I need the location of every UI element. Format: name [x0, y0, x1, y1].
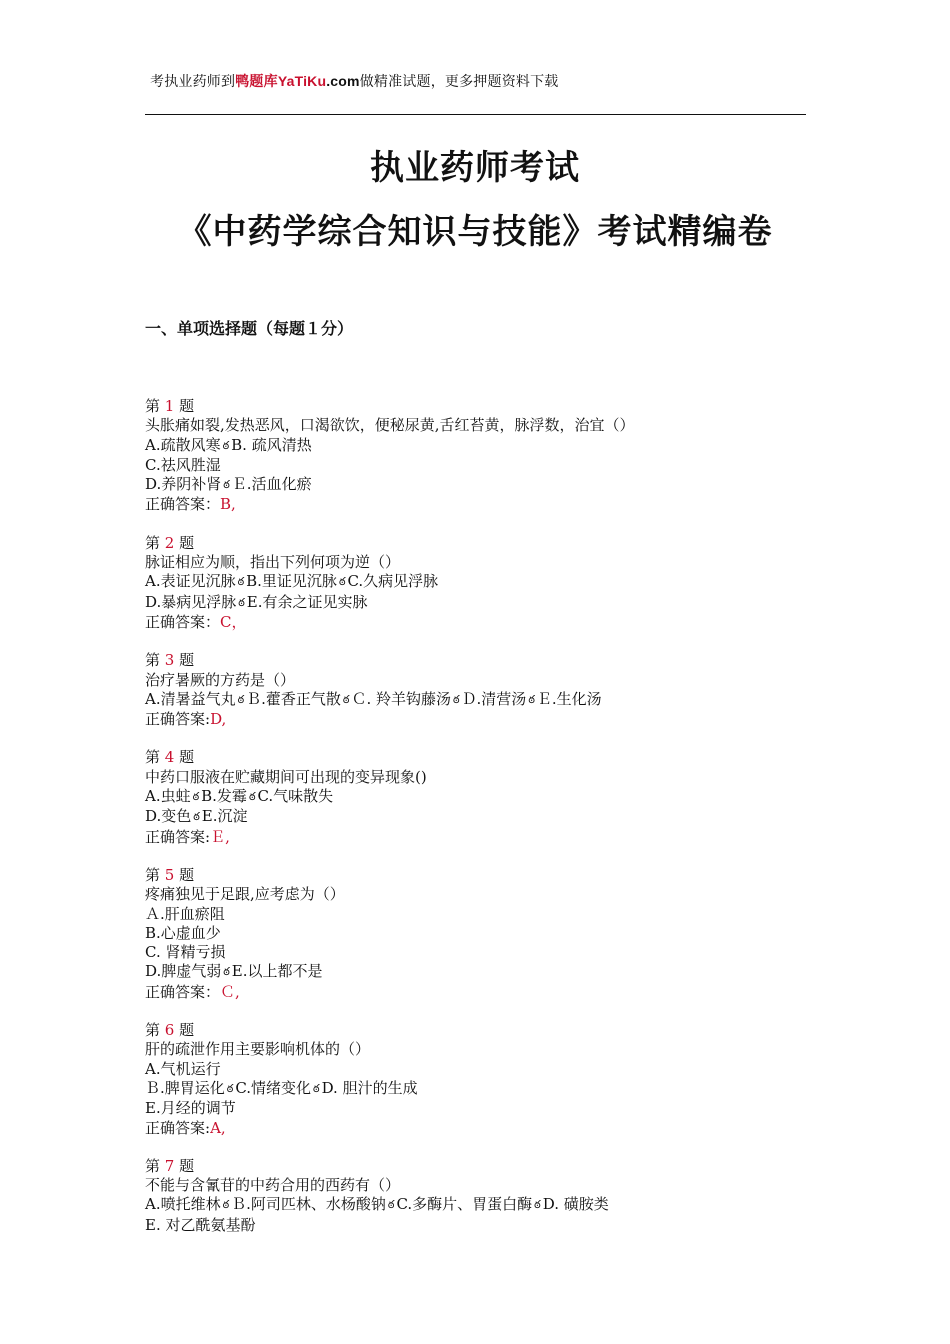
- option-text: D. 磺胺类: [542, 1195, 609, 1214]
- option-text: Ｅ.生化汤: [536, 689, 602, 708]
- header-suffix: 做精准试题，更多押题资料下载: [359, 74, 559, 90]
- option-line: [145, 943, 825, 962]
- answer-line: [145, 710, 825, 729]
- option-text: A.喷托维林: [145, 1195, 221, 1214]
- answer-value: A,: [210, 1118, 226, 1137]
- option-text: A.清暑益气丸: [145, 689, 236, 708]
- option-line: [145, 962, 825, 982]
- question-number-prefix: 第: [145, 865, 165, 884]
- question-text: 脉证相应为顺，指出下列何项为逆（）: [145, 553, 401, 572]
- answer-value: Ｃ,: [220, 982, 240, 1001]
- option-text: A.疏散风寒: [145, 435, 221, 454]
- option-line: [145, 924, 825, 943]
- separator-glyph: ఠ: [237, 692, 245, 706]
- question-number-suffix: 题: [174, 1156, 195, 1175]
- page-header: [150, 71, 559, 91]
- separator-glyph: ఠ: [342, 692, 350, 706]
- question-number-suffix: 题: [174, 533, 195, 552]
- question-stem: [145, 885, 825, 904]
- question-number-line: [145, 534, 825, 553]
- question-stem: [145, 553, 825, 572]
- option-line: [145, 1216, 825, 1235]
- question-number-line: [145, 748, 825, 767]
- separator-glyph: ఠ: [192, 790, 200, 804]
- option-text: Ａ.肝血瘀阻: [145, 904, 225, 923]
- question-number: 2: [164, 533, 175, 552]
- brand-name-en[interactable]: YaTiKu: [277, 73, 327, 89]
- separator-glyph: ఠ: [223, 965, 230, 979]
- question-number-prefix: 第: [145, 533, 165, 552]
- question-number-suffix: 题: [174, 748, 195, 767]
- option-text: E.以上都不是: [231, 962, 323, 981]
- question-number-prefix: 第: [145, 651, 165, 670]
- option-text: Ｂ.阿司匹林、水杨酸钠: [231, 1195, 386, 1214]
- question-stem: [145, 768, 825, 787]
- option-text: C.情绪变化: [235, 1078, 312, 1097]
- option-text: Ｃ. 羚羊钩藤汤: [351, 689, 451, 708]
- option-text: C.多酶片、胃蛋白酶: [396, 1195, 533, 1214]
- answer-label: 正确答案:: [145, 710, 211, 729]
- question-text: 治疗暑厥的方药是（）: [145, 670, 296, 689]
- question-stem: [145, 671, 825, 690]
- question-text: 疼痛独见于足跟,应考虑为（）: [145, 885, 345, 904]
- option-line: [145, 436, 825, 456]
- separator-glyph: ఠ: [528, 692, 535, 706]
- answer-label: 正确答案：: [145, 982, 221, 1001]
- question-number: 1: [164, 397, 175, 415]
- option-line: [145, 475, 825, 495]
- question-block: [145, 397, 825, 515]
- answer-line: [145, 983, 825, 1002]
- option-line: [145, 456, 825, 475]
- answer-label: 正确答案:: [145, 1118, 211, 1137]
- question-number-prefix: 第: [145, 1156, 165, 1175]
- separator-glyph: ఠ: [222, 438, 230, 452]
- option-line: [145, 1079, 825, 1099]
- option-line: [145, 690, 825, 710]
- question-number-prefix: 第: [145, 748, 165, 767]
- header-prefix: 考执业药师到: [150, 74, 236, 90]
- question-block: [145, 1021, 825, 1138]
- answer-value: B,: [220, 495, 236, 514]
- answer-line: [145, 613, 825, 632]
- option-text: Ｅ.活血化瘀: [231, 475, 312, 494]
- separator-glyph: ఠ: [313, 1081, 320, 1095]
- option-line: [145, 807, 825, 827]
- answer-value: D,: [210, 710, 227, 729]
- question-number: 6: [164, 1021, 175, 1040]
- option-text: C.久病见浮脉: [347, 572, 439, 591]
- question-stem: [145, 416, 825, 435]
- option-text: C.气味散失: [257, 787, 334, 806]
- answer-label: 正确答案:: [145, 827, 211, 846]
- question-block: [145, 534, 825, 632]
- question-text: 头胀痛如裂,发热恶风，口渴欲饮，便秘尿黄,舌红苔黄，脉浮数，治宜（）: [145, 416, 635, 435]
- option-text: C.祛风胜湿: [145, 455, 221, 474]
- question-number: 7: [164, 1156, 175, 1175]
- question-number: 5: [164, 865, 175, 884]
- option-text: C. 肾精亏损: [145, 943, 226, 962]
- question-number-suffix: 题: [174, 651, 195, 670]
- page-title: 执业药师考试: [370, 148, 580, 188]
- option-text: Ｂ.藿香正气散: [246, 689, 341, 708]
- question-number-line: [145, 397, 825, 416]
- option-text: A.虫蛀: [145, 787, 191, 806]
- brand-domain[interactable]: .com: [326, 73, 360, 89]
- answer-line: [145, 1119, 825, 1138]
- option-line: [145, 905, 825, 924]
- answer-value: C，: [220, 612, 247, 631]
- question-number-suffix: 题: [174, 1021, 195, 1040]
- option-text: D. 胆汁的生成: [321, 1078, 418, 1097]
- question-text: 中药口服液在贮藏期间可出现的变异现象(): [145, 767, 427, 786]
- answer-value: Ｅ,: [210, 827, 230, 846]
- option-text: A.气机运行: [145, 1059, 221, 1078]
- question-text: 不能与含氰苷的中药合用的西药有（）: [145, 1176, 401, 1195]
- option-text: E.有余之证见实脉: [246, 592, 368, 611]
- option-text: D.变色: [145, 807, 192, 826]
- option-text: B.发霉: [201, 787, 247, 806]
- header-divider: [145, 114, 806, 115]
- option-line: [145, 1099, 825, 1118]
- question-number-prefix: 第: [145, 397, 165, 415]
- question-number: 4: [164, 748, 175, 767]
- page-subtitle: 《中药学综合知识与技能》考试精编卷: [177, 212, 773, 252]
- option-text: Ｂ.脾胃运化: [145, 1078, 225, 1097]
- question-block: [145, 651, 825, 729]
- question-number-prefix: 第: [145, 1021, 165, 1040]
- separator-glyph: ఠ: [387, 1198, 395, 1212]
- option-text: D.脾虚气弱: [145, 962, 222, 981]
- answer-line: [145, 828, 825, 847]
- separator-glyph: ఠ: [238, 595, 245, 609]
- section-heading: 一、单项选择题（每题１分）: [145, 319, 354, 338]
- option-text: D.养阴补肾: [145, 475, 222, 494]
- question-list: [145, 397, 825, 1254]
- question-block: [145, 866, 825, 1002]
- answer-label: 正确答案：: [145, 612, 221, 631]
- separator-glyph: ఠ: [338, 575, 346, 589]
- option-line: [145, 593, 825, 613]
- question-block: [145, 748, 825, 846]
- option-text: B. 疏风清热: [231, 435, 312, 454]
- question-number-suffix: 题: [174, 397, 195, 415]
- answer-line: [145, 495, 825, 514]
- question-number-line: [145, 651, 825, 670]
- option-text: D.暴病见浮脉: [145, 592, 237, 611]
- brand-name-cn[interactable]: 鸭题库: [235, 74, 278, 90]
- option-text: E. 对乙酰氨基酚: [145, 1215, 256, 1234]
- question-text: 肝的疏泄作用主要影响机体的（）: [145, 1040, 371, 1059]
- separator-glyph: ఠ: [193, 810, 200, 824]
- separator-glyph: ఠ: [248, 790, 256, 804]
- question-number-suffix: 题: [174, 865, 195, 884]
- option-text: B.心虚血少: [145, 923, 221, 942]
- option-text: E.沉淀: [201, 807, 248, 826]
- option-text: Ｄ.清营汤: [461, 689, 527, 708]
- separator-glyph: ఠ: [223, 478, 230, 492]
- separator-glyph: ఠ: [534, 1198, 541, 1212]
- separator-glyph: ఠ: [226, 1081, 234, 1095]
- question-number: 3: [164, 651, 175, 670]
- question-stem: [145, 1040, 825, 1059]
- option-text: A.表证见沉脉: [145, 572, 236, 591]
- separator-glyph: ఠ: [453, 692, 460, 706]
- separator-glyph: ఠ: [222, 1198, 230, 1212]
- question-number-line: [145, 1021, 825, 1040]
- option-line: [145, 1060, 825, 1079]
- option-line: [145, 787, 825, 807]
- question-number-line: [145, 866, 825, 885]
- question-block: [145, 1157, 825, 1235]
- separator-glyph: ఠ: [237, 575, 245, 589]
- option-text: B.里证见沉脉: [246, 572, 337, 591]
- question-stem: [145, 1176, 825, 1195]
- question-number-line: [145, 1157, 825, 1176]
- option-text: E.月经的调节: [145, 1099, 236, 1118]
- option-line: [145, 572, 825, 592]
- option-line: [145, 1195, 825, 1215]
- answer-label: 正确答案：: [145, 495, 221, 514]
